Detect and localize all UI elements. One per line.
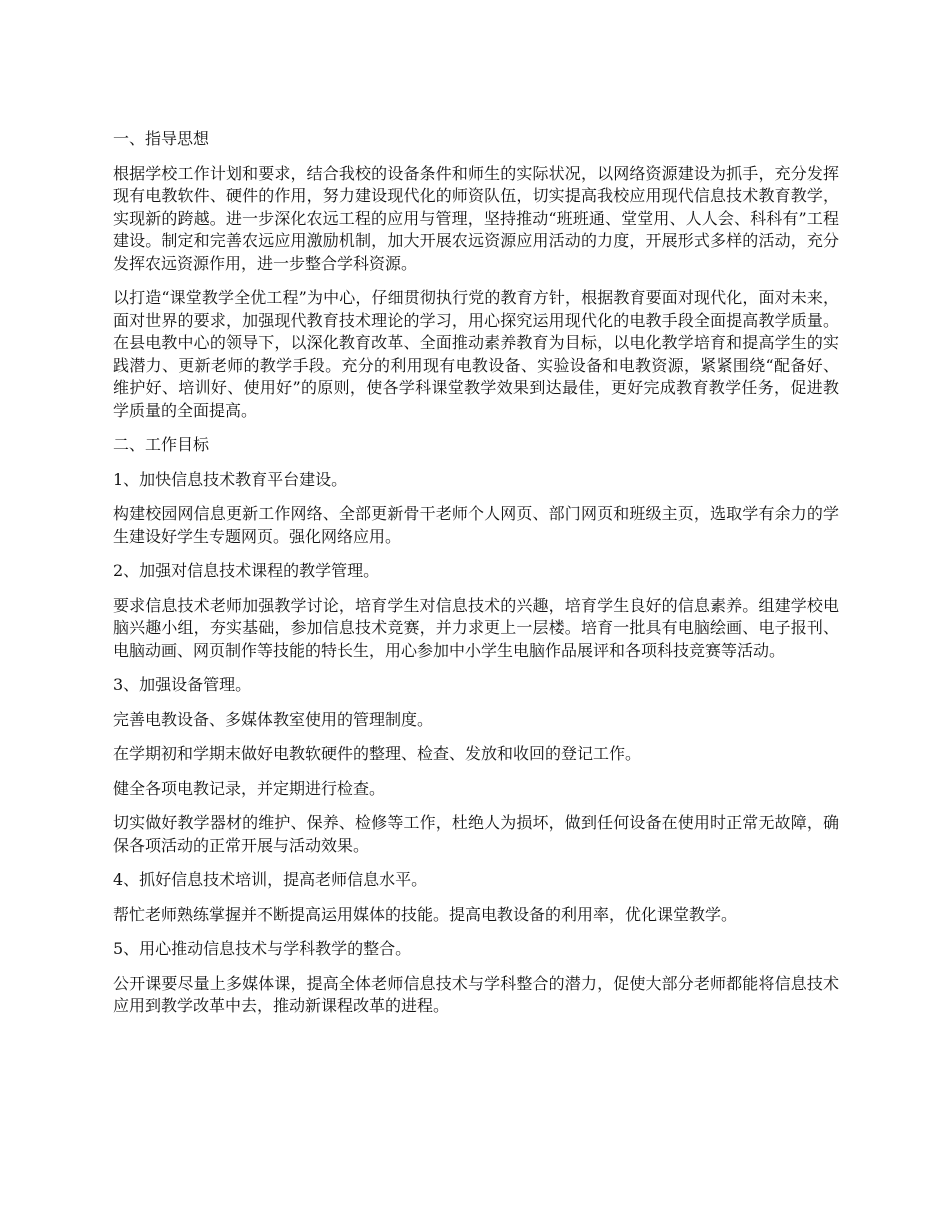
body-paragraph: 构建校园网信息更新工作网络、全部更新骨干老师个人网页、部门网页和班级主页，选取学有余力的学生建设好学生专题网页。强化网络应用。	[113, 504, 839, 546]
goal-item-heading: 2、加强对信息技术课程的教学管理。	[113, 561, 380, 580]
body-paragraph: 帮忙老师熟练掌握并不断提高运用媒体的技能。提高电教设备的利用率，优化课堂教学。	[113, 904, 738, 924]
goal-item-heading: 3、加强设备管理。	[113, 675, 252, 694]
body-paragraph: 完善电教设备、多媒体教室使用的管理制度。	[113, 709, 434, 729]
goal-item-heading: 1、加快信息技术教育平台建设。	[113, 469, 348, 489]
section-heading-guiding-ideology: 一、指导思想	[113, 129, 210, 148]
goal-item-heading: 5、用心推动信息技术与学科教学的整合。	[113, 939, 412, 958]
goal-item-heading: 4、抓好信息技术培训，提高老师信息水平。	[113, 870, 428, 889]
body-paragraph: 公开课要尽量上多媒体课，提高全体老师信息技术与学科整合的潜力，促使大部分老师都能将信息技术应用到教学改革中去，推动新课程改革的进程。	[113, 973, 839, 1015]
section-heading-work-goals: 二、工作目标	[113, 435, 210, 454]
body-paragraph: 要求信息技术老师加强教学讨论，培育学生对信息技术的兴趣，培育学生良好的信息素养。组建学校电脑兴趣小组，夯实基础，参加信息技术竞赛，并力求更上一层楼。培育一批具有电脑绘画、电子报刊、电脑动画、网页制作等技能的特长生，用心参加中小学生电脑作品展评和各项科技竞赛等活动。	[113, 595, 839, 660]
document-page	[113, 128, 839, 1030]
body-paragraph: 切实做好教学器材的维护、保养、检修等工作，杜绝人为损坏，做到任何设备在使用时正常无故障，确保各项活动的正常开展与活动效果。	[113, 813, 839, 855]
body-paragraph: 健全各项电教记录，并定期进行检查。	[113, 778, 386, 798]
body-paragraph: 以打造“课堂教学全优工程”为中心，仔细贯彻执行党的教育方针，根据教育要面对现代化，面对未来，面对世界的要求，加强现代教育技术理论的学习，用心探究运用现代化的电教手段全面提高教学质量。在县电教中心的领导下，以深化教育改革、全面推动素养教育为目标，以电化教学培育和提高学生的实践潜力、更新老师的教学手段。充分的利用现有电教设备、实验设备和电教资源，紧紧围绕“配备好、维护好、培训好、使用好”的原则，使各学科课堂教学效果到达最佳，更好完成教育教学任务，促进教学质量的全面提高。	[113, 288, 839, 420]
body-paragraph: 在学期初和学期末做好电教软硬件的整理、检查、发放和收回的登记工作。	[113, 744, 642, 763]
body-paragraph: 根据学校工作计划和要求，结合我校的设备条件和师生的实际状况，以网络资源建设为抓手，充分发挥现有电教软件、硬件的作用，努力建设现代化的师资队伍，切实提高我校应用现代信息技术教育教学，实现新的跨越。进一步深化农远工程的应用与管理，坚持推动“班班通、堂堂用、人人会、科科有”工程建设。制定和完善农远应用激励机制，加大开展农远资源应用活动的力度，开展形式多样的活动，充分发挥农远资源作用，进一步整合学科资源。	[113, 163, 839, 273]
